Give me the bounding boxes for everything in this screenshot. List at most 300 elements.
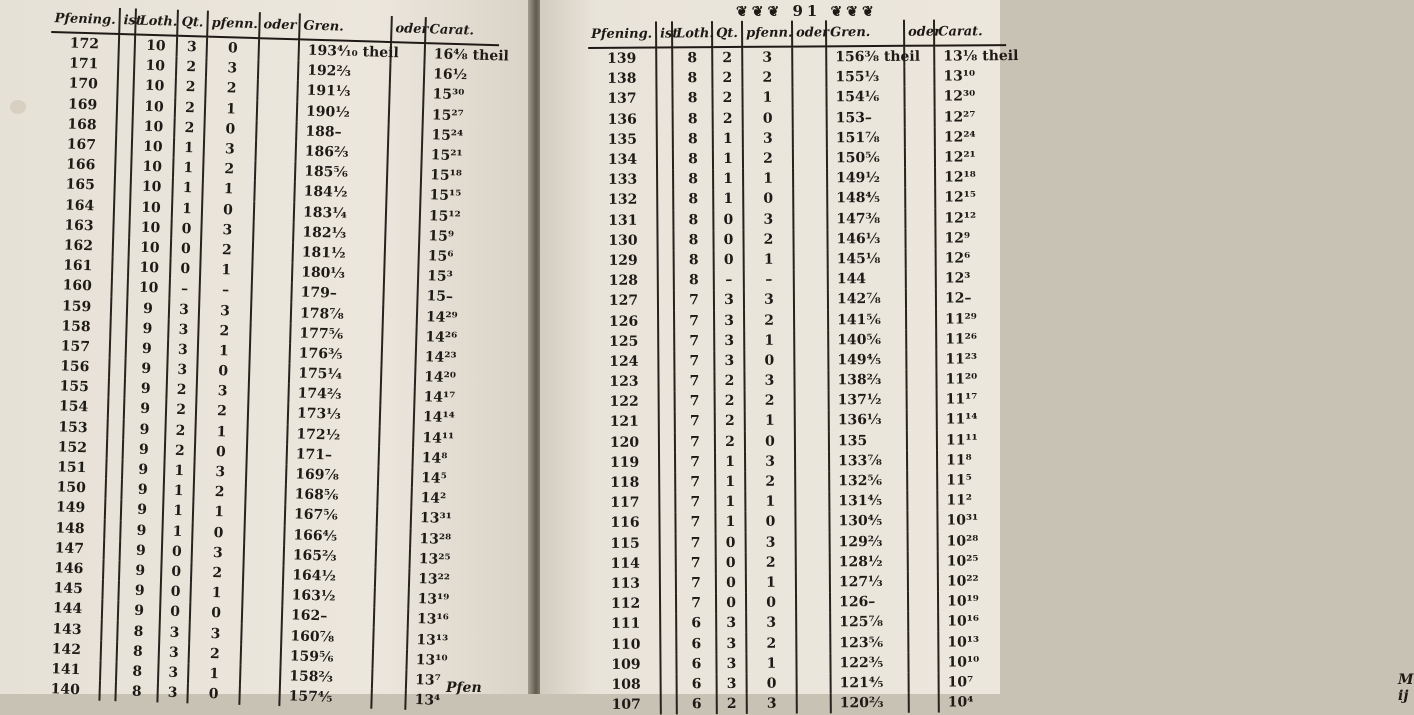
ist-cell	[104, 519, 121, 540]
loth-cell: 7	[676, 573, 716, 593]
ist-cell	[114, 176, 131, 197]
gren-cell: 181½	[293, 242, 386, 265]
ist-cell	[103, 560, 120, 581]
qt-cell: 0	[160, 582, 191, 603]
ist-cell	[116, 136, 133, 157]
loth-cell: 7	[675, 432, 715, 452]
oder-cell	[244, 523, 285, 544]
pfenn-cell: 2	[743, 149, 793, 170]
gren-cell: 156⅜ theil	[826, 46, 904, 68]
ist-cell	[111, 297, 128, 318]
ist-cell	[660, 573, 676, 593]
gren-cell: 149⅘	[828, 350, 906, 371]
qt-cell: 1	[713, 189, 743, 209]
pfenn-cell: 0	[195, 441, 248, 463]
qt-cell: 1	[715, 512, 745, 532]
table-row	[589, 228, 1007, 251]
oder-cell	[794, 249, 828, 269]
oder-cell	[794, 310, 828, 330]
loth-cell: 9	[118, 580, 161, 601]
qt-cell: 1	[163, 481, 194, 502]
pfenn-cell: 0	[745, 512, 795, 533]
qt-cell: 1	[713, 149, 743, 169]
pfenn-cell: 1	[188, 663, 241, 685]
carat-cell: 16½	[432, 66, 468, 84]
oder-cell	[795, 491, 829, 511]
qt-cell: 1	[715, 492, 745, 512]
col-carat-header: Carat.	[934, 19, 1006, 46]
oder2-cell	[907, 471, 937, 491]
ist-cell	[660, 654, 676, 674]
table-row	[590, 268, 1008, 291]
pfenn-cell: 2	[746, 633, 796, 654]
table-row	[591, 450, 1009, 473]
gren-cell: 155⅓	[826, 67, 904, 88]
pfenn-cell: 3	[201, 219, 254, 241]
oder2-cell	[908, 592, 938, 612]
oder-cell	[256, 120, 297, 141]
carat-cell: 10¹³	[947, 633, 980, 651]
oder-cell	[793, 108, 827, 128]
qt-cell: 1	[162, 521, 193, 542]
ist-cell	[659, 392, 675, 412]
loth-cell: 9	[122, 459, 165, 480]
ist-cell	[661, 694, 677, 714]
carat-cell: 13¹⁰	[415, 651, 448, 669]
carat-cell: 14¹⁷	[423, 389, 456, 407]
carat-cell: 14²³	[424, 349, 457, 367]
carat-cell: 10²⁵	[946, 553, 979, 570]
oder2-cell	[380, 406, 415, 427]
table-row	[589, 107, 1007, 130]
loth-cell: 9	[120, 520, 163, 541]
table-row	[588, 45, 1006, 69]
carat-cell: 10²⁸	[946, 532, 979, 550]
qt-cell: 1	[163, 501, 194, 522]
pfening-cell: 163	[45, 215, 114, 237]
ist-cell	[102, 600, 119, 621]
oder2-cell	[907, 410, 937, 430]
oder2-cell	[377, 487, 412, 508]
ist-cell	[114, 196, 131, 217]
loth-cell: 8	[674, 250, 714, 270]
oder2-cell	[388, 124, 423, 145]
oder-cell	[259, 38, 300, 60]
oder-cell	[254, 201, 295, 222]
pfening-cell: 167	[48, 134, 117, 156]
qt-cell: 2	[176, 57, 207, 78]
gren-cell: 145⅛	[828, 249, 906, 270]
gren-cell: 148⅘	[827, 188, 905, 209]
qt-cell: 2	[715, 391, 745, 411]
oder-cell	[793, 148, 827, 168]
oder2-cell	[905, 107, 935, 127]
oder-cell	[796, 653, 830, 673]
pfening-cell: 151	[38, 457, 107, 479]
oder2-cell	[906, 370, 936, 390]
table-row	[590, 288, 1008, 311]
loth-cell: 8	[673, 129, 713, 149]
oder-cell	[245, 503, 286, 524]
gren-cell: 132⅚	[829, 471, 907, 492]
loth-cell: 7	[674, 331, 714, 351]
loth-cell: 8	[115, 681, 158, 702]
pfening-cell: 111	[592, 614, 660, 635]
pfening-cell: 165	[46, 174, 115, 196]
oder2-cell	[377, 507, 412, 528]
table-row	[592, 531, 1010, 554]
pfening-cell: 120	[591, 432, 659, 453]
ornament-left-icon: ❦❦❦	[736, 4, 784, 20]
oder2-cell	[905, 127, 935, 147]
col-ist-header: ist	[119, 8, 136, 34]
table-row	[590, 248, 1008, 271]
loth-cell: 7	[674, 290, 714, 310]
gren-cell: 120⅔	[831, 693, 909, 714]
ist-cell	[658, 311, 674, 331]
qt-cell: 3	[158, 662, 189, 683]
oder-cell	[796, 532, 830, 552]
pfenn-cell: 2	[746, 552, 796, 573]
table-row	[588, 86, 1006, 109]
ist-cell	[101, 620, 118, 641]
oder2-cell	[376, 527, 411, 548]
qt-cell: 0	[170, 259, 201, 280]
oder2-cell	[906, 269, 936, 289]
right-conversion-table	[588, 19, 1019, 715]
qt-cell: 2	[712, 88, 742, 108]
qt-cell: 3	[714, 351, 744, 371]
gren-cell: 177⅚	[290, 323, 383, 346]
oder2-cell	[374, 588, 409, 609]
carat-cell: 15–	[426, 288, 454, 306]
carat-cell: 13¹⁹	[417, 591, 450, 609]
oder-cell	[795, 512, 829, 532]
pfenn-cell: 1	[744, 249, 794, 270]
carat-cell: 13¹⁄₈ theil	[943, 48, 1019, 65]
carat-cell: 11²⁰	[945, 371, 978, 388]
gren-cell: 166⅘	[284, 525, 377, 548]
oder2-cell	[905, 148, 935, 168]
qt-cell: 1	[164, 460, 195, 481]
pfenn-cell: 3	[196, 381, 249, 403]
oder2-cell	[383, 285, 418, 306]
carat-cell: 13¹⁰	[943, 68, 976, 85]
qt-cell: 0	[713, 230, 743, 250]
ist-cell	[659, 472, 675, 492]
ist-cell	[657, 109, 673, 129]
pfenn-cell: 0	[745, 431, 795, 452]
ist-cell	[99, 681, 116, 702]
pfenn-cell: 1	[745, 411, 795, 432]
qt-cell: 0	[716, 593, 746, 613]
signature-mark: M ij	[1398, 672, 1414, 704]
oder-cell	[250, 322, 291, 343]
table-row	[592, 611, 1010, 634]
carat-cell: 10¹⁶	[947, 613, 980, 630]
pfening-cell: 133	[589, 170, 657, 191]
col-qt-header: Qt.	[712, 21, 742, 47]
oder-cell	[796, 633, 830, 653]
gren-cell: 163½	[282, 585, 375, 608]
qt-cell: 0	[716, 573, 746, 593]
pfening-cell: 112	[592, 594, 660, 615]
oder2-cell	[374, 608, 409, 629]
qt-cell: 1	[713, 129, 743, 149]
oder2-cell	[908, 571, 938, 591]
oder2-cell	[907, 430, 937, 450]
oder2-cell	[378, 447, 413, 468]
qt-cell: 0	[714, 250, 744, 270]
oder-cell	[255, 160, 296, 181]
carat-cell: 14²⁶	[425, 328, 458, 346]
pfenn-cell: 3	[742, 47, 792, 69]
oder2-cell	[905, 208, 935, 228]
loth-cell: 8	[672, 47, 712, 68]
ist-cell	[104, 539, 121, 560]
oder2-cell	[387, 144, 422, 165]
ist-cell	[659, 432, 675, 452]
pfenn-cell: 0	[192, 522, 245, 544]
gren-cell: 136⅓	[829, 410, 907, 431]
gren-cell: 190½	[297, 101, 390, 124]
pfening-cell: 107	[593, 695, 661, 715]
oder-cell	[797, 693, 831, 713]
table-row	[591, 389, 1009, 412]
ist-cell	[657, 129, 673, 149]
oder-cell	[793, 168, 827, 188]
paper-stain	[10, 100, 26, 114]
qt-cell: 3	[714, 331, 744, 351]
carat-cell: 11¹⁴	[945, 411, 978, 428]
gren-cell: 157⅘	[279, 686, 372, 709]
loth-cell: 6	[676, 613, 716, 633]
gren-cell: 141⅚	[828, 309, 906, 330]
gren-cell: 127⅓	[830, 572, 908, 593]
gren-cell: 128½	[830, 551, 908, 572]
pfening-cell: 139	[588, 48, 656, 70]
qt-cell: 2	[165, 440, 196, 461]
pfenn-cell: 3	[743, 128, 793, 149]
ist-cell	[110, 318, 127, 339]
loth-cell: 8	[116, 661, 159, 682]
pfening-cell: 156	[41, 356, 110, 378]
col-oder2-header: oder	[904, 20, 934, 46]
oder2-cell	[383, 305, 418, 326]
pfenn-cell: 3	[192, 542, 245, 564]
gren-cell: 175¼	[289, 363, 382, 386]
gren-cell: 147⅜	[827, 208, 905, 229]
oder-cell	[241, 645, 282, 666]
carat-cell: 15²¹	[430, 147, 463, 165]
ist-cell	[656, 89, 672, 109]
oder2-cell	[906, 248, 936, 268]
ist-cell	[659, 513, 675, 533]
pfenn-cell: 3	[204, 139, 257, 161]
oder-cell	[239, 685, 280, 706]
qt-cell: 0	[171, 218, 202, 239]
page-number: 91	[792, 2, 822, 20]
qt-cell: 2	[166, 380, 197, 401]
pfenn-cell: 1	[200, 260, 253, 282]
carat-cell: 13²⁸	[419, 530, 452, 548]
oder-cell	[252, 261, 293, 282]
oder2-cell	[371, 689, 406, 710]
pfenn-cell: 0	[197, 360, 250, 382]
table-row	[592, 652, 1010, 675]
oder-cell	[794, 290, 828, 310]
ist-cell	[107, 439, 124, 460]
gren-cell: 176⅗	[290, 343, 383, 366]
pfenn-cell: 2	[743, 229, 793, 250]
gren-cell: 188–	[296, 121, 389, 144]
ist-cell	[116, 116, 133, 137]
pfenn-cell: 0	[743, 189, 793, 210]
carat-cell: 10³¹	[946, 512, 979, 529]
qt-cell: 2	[166, 400, 197, 421]
loth-cell: 10	[131, 157, 174, 178]
pfening-cell: 152	[39, 437, 108, 459]
gren-cell: 149½	[827, 168, 905, 189]
loth-cell: 8	[117, 641, 160, 662]
oder-cell	[256, 140, 297, 161]
gren-cell: 140⅚	[828, 329, 906, 350]
carat-cell: 15²⁴	[431, 127, 464, 145]
gren-cell: 126–	[830, 592, 908, 613]
col-ist-header: ist	[656, 21, 672, 47]
col-pfenn-header: pfenn.	[742, 21, 792, 47]
pfening-cell: 154	[40, 396, 109, 418]
oder2-cell	[380, 386, 415, 407]
carat-cell: 11¹⁷	[945, 391, 978, 408]
table-row	[590, 309, 1008, 332]
ist-cell	[658, 270, 674, 290]
loth-cell: 7	[674, 371, 714, 391]
pfening-cell: 135	[589, 129, 657, 150]
loth-cell: 10	[128, 257, 171, 278]
oder2-cell	[389, 83, 424, 104]
oder2-cell	[379, 426, 414, 447]
loth-cell: 10	[132, 116, 175, 137]
oder2-cell	[384, 265, 419, 286]
ist-cell	[109, 358, 126, 379]
oder2-cell	[905, 168, 935, 188]
carat-cell: 14²⁰	[423, 369, 457, 387]
qt-cell: –	[169, 279, 200, 300]
ist-cell	[657, 230, 673, 250]
pfening-cell: 170	[49, 73, 118, 95]
oder-cell	[251, 301, 292, 322]
table-row	[591, 490, 1009, 513]
loth-cell: 10	[130, 197, 173, 218]
qt-cell: 0	[171, 239, 202, 260]
col-gren-header: Gren.	[299, 13, 392, 42]
ist-cell	[100, 661, 117, 682]
oder2-cell	[907, 390, 937, 410]
pfenn-cell: 1	[746, 572, 796, 593]
gren-cell: 179–	[291, 282, 384, 305]
left-conversion-table	[31, 6, 510, 712]
gren-cell: 165⅔	[284, 545, 377, 568]
gren-cell: 146⅓	[827, 228, 905, 249]
oder2-cell	[908, 531, 938, 551]
pfenn-cell: 1	[190, 582, 243, 604]
ornament-right-icon: ❦❦❦	[830, 4, 878, 20]
oder-cell	[253, 241, 294, 262]
oder-cell	[244, 544, 285, 565]
oder2-cell	[906, 349, 936, 369]
carat-cell: 10¹⁰	[947, 654, 980, 671]
table-row	[589, 127, 1007, 150]
oder2-cell	[905, 188, 935, 208]
oder-cell	[793, 128, 827, 148]
carat-cell: 14¹¹	[422, 429, 455, 447]
pfenn-cell: 2	[193, 482, 246, 504]
carat-cell: 12¹²	[944, 209, 977, 227]
pfenn-cell: 2	[196, 401, 249, 423]
carat-cell: 13¹³	[416, 631, 449, 649]
pfenn-cell: 1	[198, 340, 251, 362]
carat-cell: 11¹¹	[945, 431, 978, 449]
ist-cell	[108, 398, 125, 419]
oder2-cell	[381, 346, 416, 367]
table-row	[590, 349, 1008, 372]
ist-cell	[110, 338, 127, 359]
gren-cell: 160⅞	[281, 626, 374, 649]
gren-cell: 159⅚	[281, 646, 374, 669]
gren-cell: 144	[828, 269, 906, 290]
loth-cell: 9	[124, 399, 167, 420]
carat-cell: 11²	[946, 492, 973, 509]
oder-cell	[796, 552, 830, 572]
qt-cell: 3	[168, 319, 199, 340]
pfenn-cell: 3	[747, 694, 797, 715]
qt-cell: 2	[712, 68, 742, 88]
gren-cell: 151⅞	[827, 128, 905, 149]
qt-cell: 2	[715, 411, 745, 431]
gren-cell: 122⅗	[830, 652, 908, 673]
pfenn-cell: 3	[745, 451, 795, 472]
oder2-cell	[908, 652, 938, 672]
col-carat-header: Carat.	[425, 17, 500, 45]
carat-cell: 13²²	[417, 571, 451, 589]
qt-cell: 2	[175, 97, 206, 118]
carat-cell: 10⁷	[947, 674, 974, 691]
loth-cell: 8	[672, 89, 712, 109]
qt-cell: 3	[716, 633, 746, 653]
oder2-cell	[909, 693, 939, 713]
oder-cell	[795, 411, 829, 431]
catchword: Pfen	[446, 680, 482, 696]
loth-cell: 7	[675, 411, 715, 431]
oder2-cell	[907, 491, 937, 511]
qt-cell: –	[714, 270, 744, 290]
gren-cell: 129⅔	[830, 531, 908, 552]
oder2-cell	[906, 309, 936, 329]
carat-cell: 11²⁹	[945, 310, 977, 328]
table-row	[589, 208, 1007, 231]
ist-cell	[660, 533, 676, 553]
col-pfening-header: Pfening.	[51, 6, 120, 34]
ist-cell	[101, 640, 118, 661]
qt-cell: 2	[714, 371, 744, 391]
pfenn-cell: 3	[189, 623, 242, 645]
gren-cell: 192⅔	[298, 61, 391, 84]
pfenn-cell: 2	[205, 78, 258, 100]
qt-cell: 2	[165, 420, 196, 441]
qt-cell: 2	[712, 47, 742, 68]
ist-cell	[117, 75, 134, 96]
